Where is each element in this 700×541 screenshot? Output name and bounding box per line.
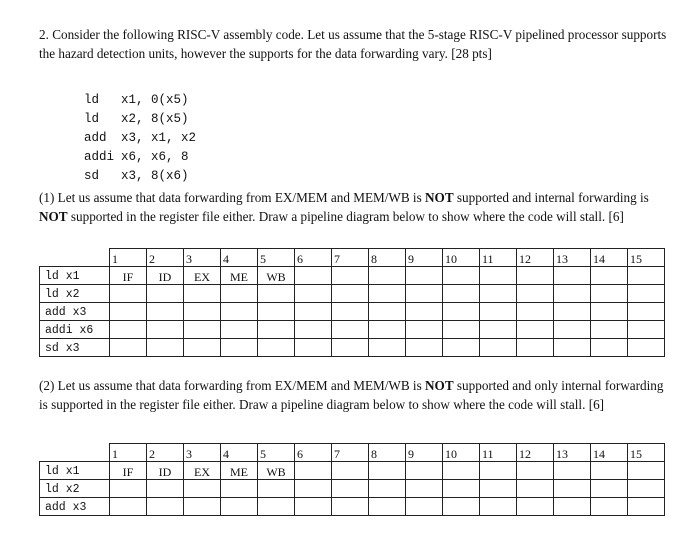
stage-cell[interactable] (110, 321, 147, 339)
stage-cell[interactable]: ME (221, 267, 258, 285)
stage-cell[interactable] (258, 339, 295, 357)
stage-cell[interactable] (517, 285, 554, 303)
stage-cell[interactable] (406, 267, 443, 285)
instruction-label: ld x1 (40, 462, 110, 480)
stage-cell[interactable] (517, 321, 554, 339)
header-corner (40, 444, 110, 462)
stage-cell[interactable] (480, 462, 517, 480)
code-line (84, 167, 196, 186)
part1-text-b: supported and internal forwarding is (453, 190, 649, 205)
stage-cell[interactable] (295, 462, 332, 480)
part1-text-c: supported in the register file either. Draw a pipeline diagram below to show where the code will stall. [6] (67, 209, 624, 224)
code-line (84, 110, 196, 129)
cycle-number: 4 (221, 249, 258, 267)
code-args: x1, 0(x5) (121, 93, 189, 107)
code-opcode: ld (84, 93, 100, 107)
stage-cell[interactable] (628, 480, 665, 498)
code-args: x3, x1, x2 (121, 131, 197, 145)
stage-cell[interactable] (628, 267, 665, 285)
stage-cell[interactable] (221, 339, 258, 357)
cycle-number: 4 (221, 444, 258, 462)
cycle-number: 1 (110, 249, 147, 267)
cycle-number: 6 (295, 444, 332, 462)
stage-cell[interactable] (221, 321, 258, 339)
code-line (84, 91, 196, 110)
stage-cell[interactable] (110, 498, 147, 516)
part1-text-a: (1) Let us assume that data forwarding from EX/MEM and MEM/WB is (39, 190, 426, 205)
table-row (40, 339, 665, 357)
stage-cell[interactable] (443, 462, 480, 480)
instruction-label: sd x3 (40, 339, 110, 357)
stage-cell[interactable] (258, 480, 295, 498)
cycle-number: 14 (591, 444, 628, 462)
instruction-label: ld x2 (40, 285, 110, 303)
stage-cell[interactable] (628, 339, 665, 357)
stage-cell[interactable] (369, 339, 406, 357)
stage-cell[interactable] (110, 480, 147, 498)
stage-cell[interactable] (332, 498, 369, 516)
stage-cell[interactable] (147, 285, 184, 303)
part2-text-b: supported and only internal forwarding is supported in the register file either. Draw a pipeline diagram below to show where the code will stall. [6] (39, 378, 664, 412)
cycle-number: 7 (332, 249, 369, 267)
table-row (40, 267, 665, 285)
table-row (40, 498, 665, 516)
stage-cell[interactable] (184, 321, 221, 339)
instruction-label: ld x1 (40, 267, 110, 285)
stage-cell[interactable] (443, 321, 480, 339)
stage-cell[interactable] (147, 303, 184, 321)
stage-cell[interactable] (221, 303, 258, 321)
stage-cell[interactable] (517, 462, 554, 480)
stage-cell[interactable] (480, 498, 517, 516)
stage-cell[interactable] (369, 285, 406, 303)
stage-cell[interactable] (591, 321, 628, 339)
stage-cell[interactable]: EX (184, 267, 221, 285)
code-opcode: addi (84, 150, 115, 164)
stage-cell[interactable] (591, 267, 628, 285)
cycle-header-row (40, 444, 665, 462)
table-row (40, 321, 665, 339)
table-row (40, 303, 665, 321)
instruction-label: ld x2 (40, 480, 110, 498)
stage-cell[interactable] (295, 480, 332, 498)
stage-cell[interactable] (184, 498, 221, 516)
stage-cell[interactable]: EX (184, 462, 221, 480)
cycle-number: 10 (443, 444, 480, 462)
table-row (40, 480, 665, 498)
part1-bold-a: NOT (425, 190, 454, 205)
cycle-number: 3 (184, 444, 221, 462)
stage-cell[interactable] (332, 480, 369, 498)
stage-cell[interactable] (480, 267, 517, 285)
stage-cell[interactable] (517, 339, 554, 357)
stage-cell[interactable] (517, 498, 554, 516)
stage-cell[interactable] (443, 285, 480, 303)
cycle-number: 5 (258, 249, 295, 267)
stage-cell[interactable] (184, 339, 221, 357)
stage-cell[interactable] (443, 303, 480, 321)
stage-cell[interactable] (221, 285, 258, 303)
stage-cell[interactable] (591, 303, 628, 321)
stage-cell[interactable] (110, 285, 147, 303)
stage-cell[interactable] (554, 462, 591, 480)
stage-cell[interactable] (406, 303, 443, 321)
stage-cell[interactable] (406, 339, 443, 357)
pipeline-table-part1 (39, 248, 665, 357)
stage-cell[interactable] (628, 321, 665, 339)
cycle-number: 12 (517, 249, 554, 267)
stage-cell[interactable] (628, 303, 665, 321)
stage-cell[interactable] (295, 267, 332, 285)
stage-cell[interactable] (147, 480, 184, 498)
stage-cell[interactable] (443, 498, 480, 516)
instruction-label: addi x6 (40, 321, 110, 339)
stage-cell[interactable] (258, 303, 295, 321)
instruction-label: add x3 (40, 498, 110, 516)
cycle-number: 15 (628, 444, 665, 462)
question-intro: 2. Consider the following RISC-V assembly code. Let us assume that the 5-stage RISC-V pipelined processor supports the hazard detection units, however the supports for the data forwarding vary. [28 pts] (39, 27, 667, 61)
code-args: x2, 8(x5) (121, 112, 189, 126)
stage-cell[interactable] (443, 480, 480, 498)
cycle-number: 12 (517, 444, 554, 462)
cycle-number: 1 (110, 444, 147, 462)
cycle-number: 8 (369, 249, 406, 267)
code-args: x6, x6, 8 (121, 150, 189, 164)
stage-cell[interactable] (295, 285, 332, 303)
stage-cell[interactable] (369, 498, 406, 516)
table-row (40, 285, 665, 303)
cycle-number: 7 (332, 444, 369, 462)
stage-cell[interactable] (517, 480, 554, 498)
code-args: x3, 8(x6) (121, 169, 189, 183)
stage-cell[interactable] (628, 462, 665, 480)
stage-cell[interactable] (480, 285, 517, 303)
stage-cell[interactable]: IF (110, 267, 147, 285)
assembly-code-block (84, 91, 196, 186)
stage-cell[interactable] (332, 285, 369, 303)
cycle-number: 14 (591, 249, 628, 267)
stage-cell[interactable] (332, 321, 369, 339)
cycle-number: 2 (147, 444, 184, 462)
stage-cell[interactable] (147, 339, 184, 357)
stage-cell[interactable] (480, 321, 517, 339)
cycle-number: 9 (406, 444, 443, 462)
table-row (40, 462, 665, 480)
stage-cell[interactable] (591, 285, 628, 303)
stage-cell[interactable] (554, 321, 591, 339)
stage-cell[interactable] (591, 498, 628, 516)
stage-cell[interactable] (554, 285, 591, 303)
stage-cell[interactable] (554, 480, 591, 498)
stage-cell[interactable] (406, 285, 443, 303)
stage-cell[interactable] (369, 480, 406, 498)
header-corner (40, 249, 110, 267)
cycle-number: 6 (295, 249, 332, 267)
part2-bold-a: NOT (425, 378, 454, 393)
stage-cell[interactable] (295, 321, 332, 339)
cycle-number: 8 (369, 444, 406, 462)
stage-cell[interactable] (480, 339, 517, 357)
stage-cell[interactable] (554, 498, 591, 516)
stage-cell[interactable] (517, 267, 554, 285)
stage-cell[interactable] (221, 498, 258, 516)
stage-cell[interactable] (554, 339, 591, 357)
pipeline-table-part2 (39, 443, 665, 516)
stage-cell[interactable] (480, 480, 517, 498)
stage-cell[interactable] (591, 480, 628, 498)
stage-cell[interactable] (443, 339, 480, 357)
cycle-number: 13 (554, 444, 591, 462)
stage-cell[interactable] (258, 285, 295, 303)
stage-cell[interactable] (591, 462, 628, 480)
stage-cell[interactable]: WB (258, 267, 295, 285)
stage-cell[interactable] (443, 267, 480, 285)
stage-cell[interactable] (628, 498, 665, 516)
part1-text (39, 188, 669, 226)
code-opcode: add (84, 131, 107, 145)
stage-cell[interactable] (110, 339, 147, 357)
stage-cell[interactable]: ID (147, 267, 184, 285)
stage-cell[interactable] (554, 303, 591, 321)
stage-cell[interactable] (258, 498, 295, 516)
stage-cell[interactable] (147, 498, 184, 516)
stage-cell[interactable] (406, 321, 443, 339)
code-line (84, 148, 196, 167)
cycle-number: 15 (628, 249, 665, 267)
stage-cell[interactable] (332, 339, 369, 357)
stage-cell[interactable] (295, 339, 332, 357)
stage-cell[interactable] (110, 303, 147, 321)
stage-cell[interactable]: ID (147, 462, 184, 480)
stage-cell[interactable] (406, 498, 443, 516)
instruction-label: add x3 (40, 303, 110, 321)
stage-cell[interactable]: ME (221, 462, 258, 480)
code-opcode: sd (84, 169, 100, 183)
stage-cell[interactable] (406, 480, 443, 498)
cycle-number: 11 (480, 444, 517, 462)
stage-cell[interactable]: WB (258, 462, 295, 480)
stage-cell[interactable] (591, 339, 628, 357)
stage-cell[interactable] (332, 462, 369, 480)
cycle-number: 9 (406, 249, 443, 267)
stage-cell[interactable]: IF (110, 462, 147, 480)
stage-cell[interactable] (406, 462, 443, 480)
stage-cell[interactable] (258, 321, 295, 339)
stage-cell[interactable] (369, 303, 406, 321)
stage-cell[interactable] (517, 303, 554, 321)
cycle-number: 5 (258, 444, 295, 462)
stage-cell[interactable] (147, 321, 184, 339)
stage-cell[interactable] (369, 462, 406, 480)
part2-text (39, 376, 669, 414)
stage-cell[interactable] (369, 321, 406, 339)
part2-text-a: (2) Let us assume that data forwarding from EX/MEM and MEM/WB is (39, 378, 426, 393)
cycle-number: 11 (480, 249, 517, 267)
stage-cell[interactable] (554, 267, 591, 285)
stage-cell[interactable] (184, 303, 221, 321)
cycle-number: 3 (184, 249, 221, 267)
stage-cell[interactable] (332, 303, 369, 321)
stage-cell[interactable] (295, 303, 332, 321)
code-line (84, 129, 196, 148)
stage-cell[interactable] (184, 285, 221, 303)
cycle-number: 2 (147, 249, 184, 267)
cycle-number: 10 (443, 249, 480, 267)
cycle-header-row (40, 249, 665, 267)
stage-cell[interactable] (221, 480, 258, 498)
stage-cell[interactable] (184, 480, 221, 498)
stage-cell[interactable] (628, 285, 665, 303)
stage-cell[interactable] (332, 267, 369, 285)
cycle-number: 13 (554, 249, 591, 267)
code-opcode: ld (84, 112, 100, 126)
stage-cell[interactable] (480, 303, 517, 321)
stage-cell[interactable] (295, 498, 332, 516)
stage-cell[interactable] (369, 267, 406, 285)
part1-bold-b: NOT (39, 209, 68, 224)
